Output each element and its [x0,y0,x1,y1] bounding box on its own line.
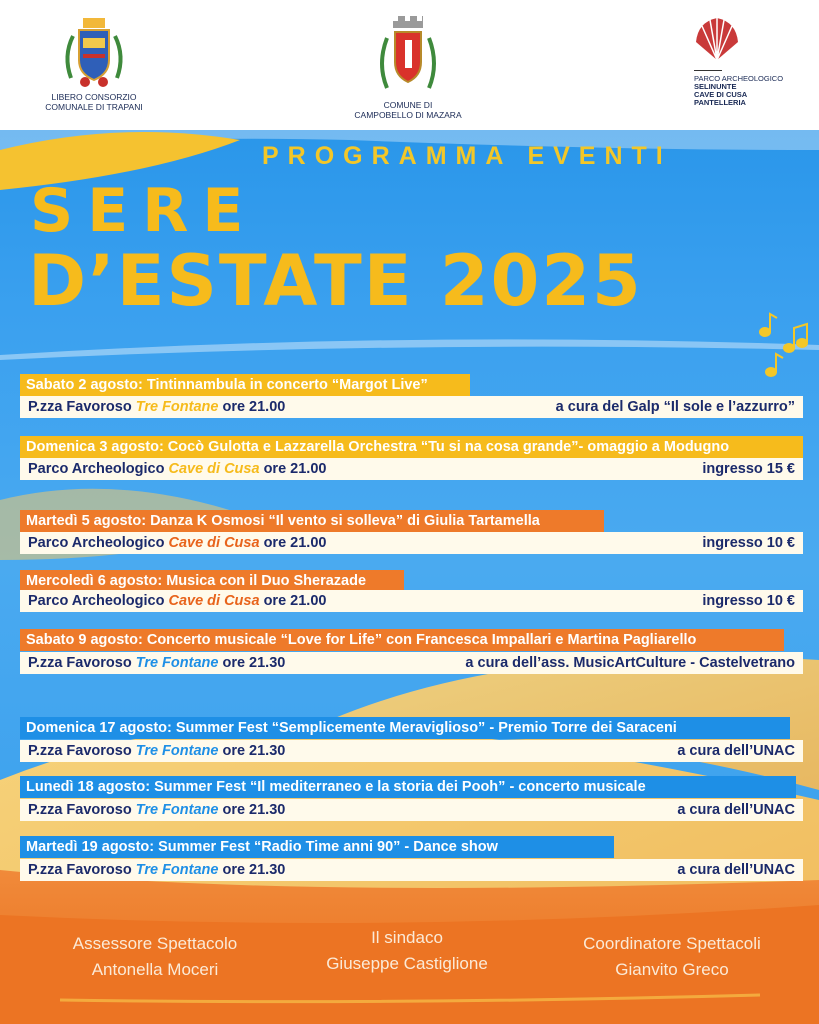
campobello-line-1: COMUNE DI [383,100,433,110]
event-7-title: Lunedì 18 agosto: Summer Fest “Il mediterraneo e la storia dei Pooh” - concerto musicale [20,776,796,798]
signature-sindaco-name: Giuseppe Castiglione [326,954,488,973]
parco-divider [694,70,722,71]
event-4-note: ingresso 10 € [702,593,795,609]
signature-assessore [40,931,270,983]
event-3-venue: Parco Archeologico Cave di Cusa ore 21.00 [28,535,327,551]
event-2-details [20,458,803,480]
event-1-details [20,396,803,418]
event-8-details [20,859,803,881]
event-8-venue: P.zza Favoroso Tre Fontane ore 21.30 [28,862,286,878]
music-notes-icon [755,310,811,380]
programma-title: PROGRAMMA EVENTI [262,142,672,170]
event-4-title: Mercoledì 6 agosto: Musica con il Duo Sherazade [20,570,404,592]
event-1-venue: P.zza Favoroso Tre Fontane ore 21.00 [28,399,286,415]
signature-coordinatore-name: Gianvito Greco [615,960,729,979]
event-1-note: a cura del Galp “Il sole e l’azzurro” [555,399,795,415]
event-1-title: Sabato 2 agosto: Tintinnambula in concerto “Margot Live” [20,374,470,396]
event-7-details [20,799,803,821]
estate-title: D’ESTATE 2025 [28,240,643,322]
parco-line-4: PANTELLERIA [694,98,746,107]
event-5-note: a cura dell’ass. MusicArtCulture - Castelvetrano [465,655,795,671]
sere-title: SERE [30,176,258,246]
event-4-venue: Parco Archeologico Cave di Cusa ore 21.00 [28,593,327,609]
trapani-line-1: LIBERO CONSORZIO [51,92,137,102]
campobello-logo [345,14,471,120]
event-8-note: a cura dell’UNAC [677,862,795,878]
trapani-line-2: COMUNALE DI TRAPANI [45,102,143,112]
parco-line-2: SELINUNTE [694,82,737,91]
event-3-note: ingresso 10 € [702,535,795,551]
signature-coordinatore [552,931,792,983]
event-2-title: Domenica 3 agosto: Cocò Gulotta e Lazzarella Orchestra “Tu si na cosa grande”- omaggio a Modugno [20,436,803,458]
event-7-note: a cura dell’UNAC [677,802,795,818]
campobello-crest-icon [373,14,443,100]
signature-assessore-name: Antonella Moceri [91,960,219,979]
signature-sindaco [292,925,522,977]
event-4-details [20,590,803,612]
trapani-crest-icon [59,16,129,92]
parco-line-1: PARCO ARCHEOLOGICO [694,74,784,83]
signature-assessore-role: Assessore Spettacolo [72,934,238,953]
event-6-note: a cura dell’UNAC [677,743,795,759]
event-5-venue: P.zza Favoroso Tre Fontane ore 21.30 [28,655,286,671]
event-6-title: Domenica 17 agosto: Summer Fest “Semplicemente Meraviglioso” - Premio Torre dei Saraceni [20,717,790,739]
event-7-venue: P.zza Favoroso Tre Fontane ore 21.30 [28,802,286,818]
event-8-title: Martedì 19 agosto: Summer Fest “Radio Time anni 90” - Dance show [20,836,614,858]
event-3-details [20,532,803,554]
event-2-note: ingresso 15 € [702,461,795,477]
event-2-venue: Parco Archeologico Cave di Cusa ore 21.00 [28,461,327,477]
signature-coordinatore-role: Coordinatore Spettacoli [583,934,761,953]
parco-shell-icon [694,16,740,62]
event-5-title: Sabato 9 agosto: Concerto musicale “Love for Life” con Francesca Impallari e Martina Pagliarello [20,629,784,651]
event-5-details [20,652,803,674]
signature-sindaco-role: Il sindaco [371,928,443,947]
event-3-title: Martedì 5 agosto: Danza K Osmosi “Il vento si solleva” di Giulia Tartamella [20,510,604,532]
event-6-details [20,740,803,762]
campobello-line-2: CAMPOBELLO DI MAZARA [354,110,462,120]
trapani-logo [32,16,156,112]
parco-line-3: CAVE DI CUSA [694,90,748,99]
event-6-venue: P.zza Favoroso Tre Fontane ore 21.30 [28,743,286,759]
parco-logo [694,16,804,107]
